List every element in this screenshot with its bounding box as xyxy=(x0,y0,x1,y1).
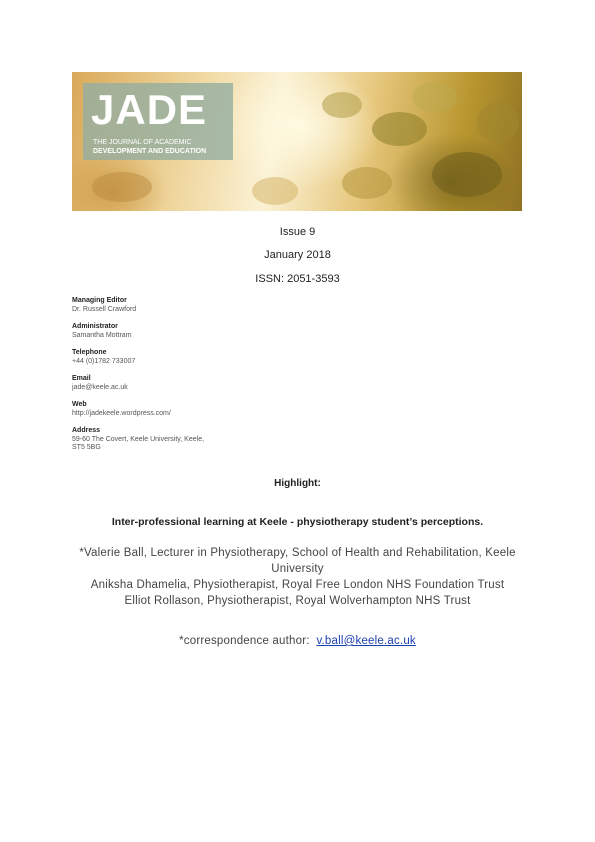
detail-label: Address xyxy=(72,427,101,434)
leaf-decoration xyxy=(477,102,519,142)
journal-banner xyxy=(72,72,522,211)
author-line: Aniksha Dhamelia, Physiotherapist, Royal Free London NHS Foundation Trust xyxy=(90,579,505,591)
detail-administrator xyxy=(72,323,132,340)
detail-value: Dr. Russell Crawford xyxy=(72,305,137,313)
detail-value: +44 (0)1782 733007 xyxy=(72,357,136,365)
issue-date: January 2018 xyxy=(264,249,331,261)
leaf-decoration xyxy=(432,152,502,197)
detail-telephone xyxy=(72,349,135,366)
detail-label: Managing Editor xyxy=(72,297,127,304)
leaf-decoration xyxy=(92,172,152,202)
author-line: University xyxy=(271,563,324,575)
logo-subtitle-line2: DEVELOPMENT AND EDUCATION xyxy=(93,148,207,155)
correspondence-line xyxy=(0,635,595,647)
leaf-decoration xyxy=(372,112,427,146)
detail-value: Samantha Mottram xyxy=(72,331,132,339)
issue-number: Issue 9 xyxy=(279,226,316,238)
leaf-decoration xyxy=(412,82,457,112)
detail-label: Email xyxy=(72,375,91,382)
leaf-decoration xyxy=(342,167,392,199)
leaf-decoration xyxy=(322,92,362,118)
article-title: Inter-professional learning at Keele - physiotherapy student’s perceptions. xyxy=(111,516,484,528)
detail-address xyxy=(72,427,204,453)
detail-value: ST5 5BG xyxy=(72,444,101,451)
highlight-heading: Highlight: xyxy=(274,478,321,489)
jade-logo xyxy=(83,83,233,160)
detail-label: Administrator xyxy=(72,323,118,330)
detail-value[interactable]: jade@keele.ac.uk xyxy=(72,383,128,391)
detail-label: Telephone xyxy=(72,349,107,356)
author-line: Elliot Rollason, Physiotherapist, Royal Wolverhampton NHS Trust xyxy=(124,595,471,607)
correspondence-prefix: *correspondence author: xyxy=(179,635,310,647)
issn: ISSN: 2051-3593 xyxy=(255,273,340,285)
detail-managing-editor xyxy=(72,297,136,314)
correspondence-email-link[interactable]: v.ball@keele.ac.uk xyxy=(316,635,416,647)
logo-word: JADE xyxy=(91,86,208,133)
detail-value[interactable]: http://jadekeele.wordpress.com/ xyxy=(72,409,171,417)
detail-web xyxy=(72,401,171,418)
author-line: *Valerie Ball, Lecturer in Physiotherapy, School of Health and Rehabilitation, Keele xyxy=(79,547,516,559)
logo-subtitle-line1: THE JOURNAL OF ACADEMIC xyxy=(93,139,192,146)
detail-value: 59-60 The Covert, Keele University, Keele, xyxy=(72,435,205,443)
detail-label: Web xyxy=(72,401,87,408)
detail-email xyxy=(72,375,128,392)
leaf-decoration xyxy=(252,177,298,205)
